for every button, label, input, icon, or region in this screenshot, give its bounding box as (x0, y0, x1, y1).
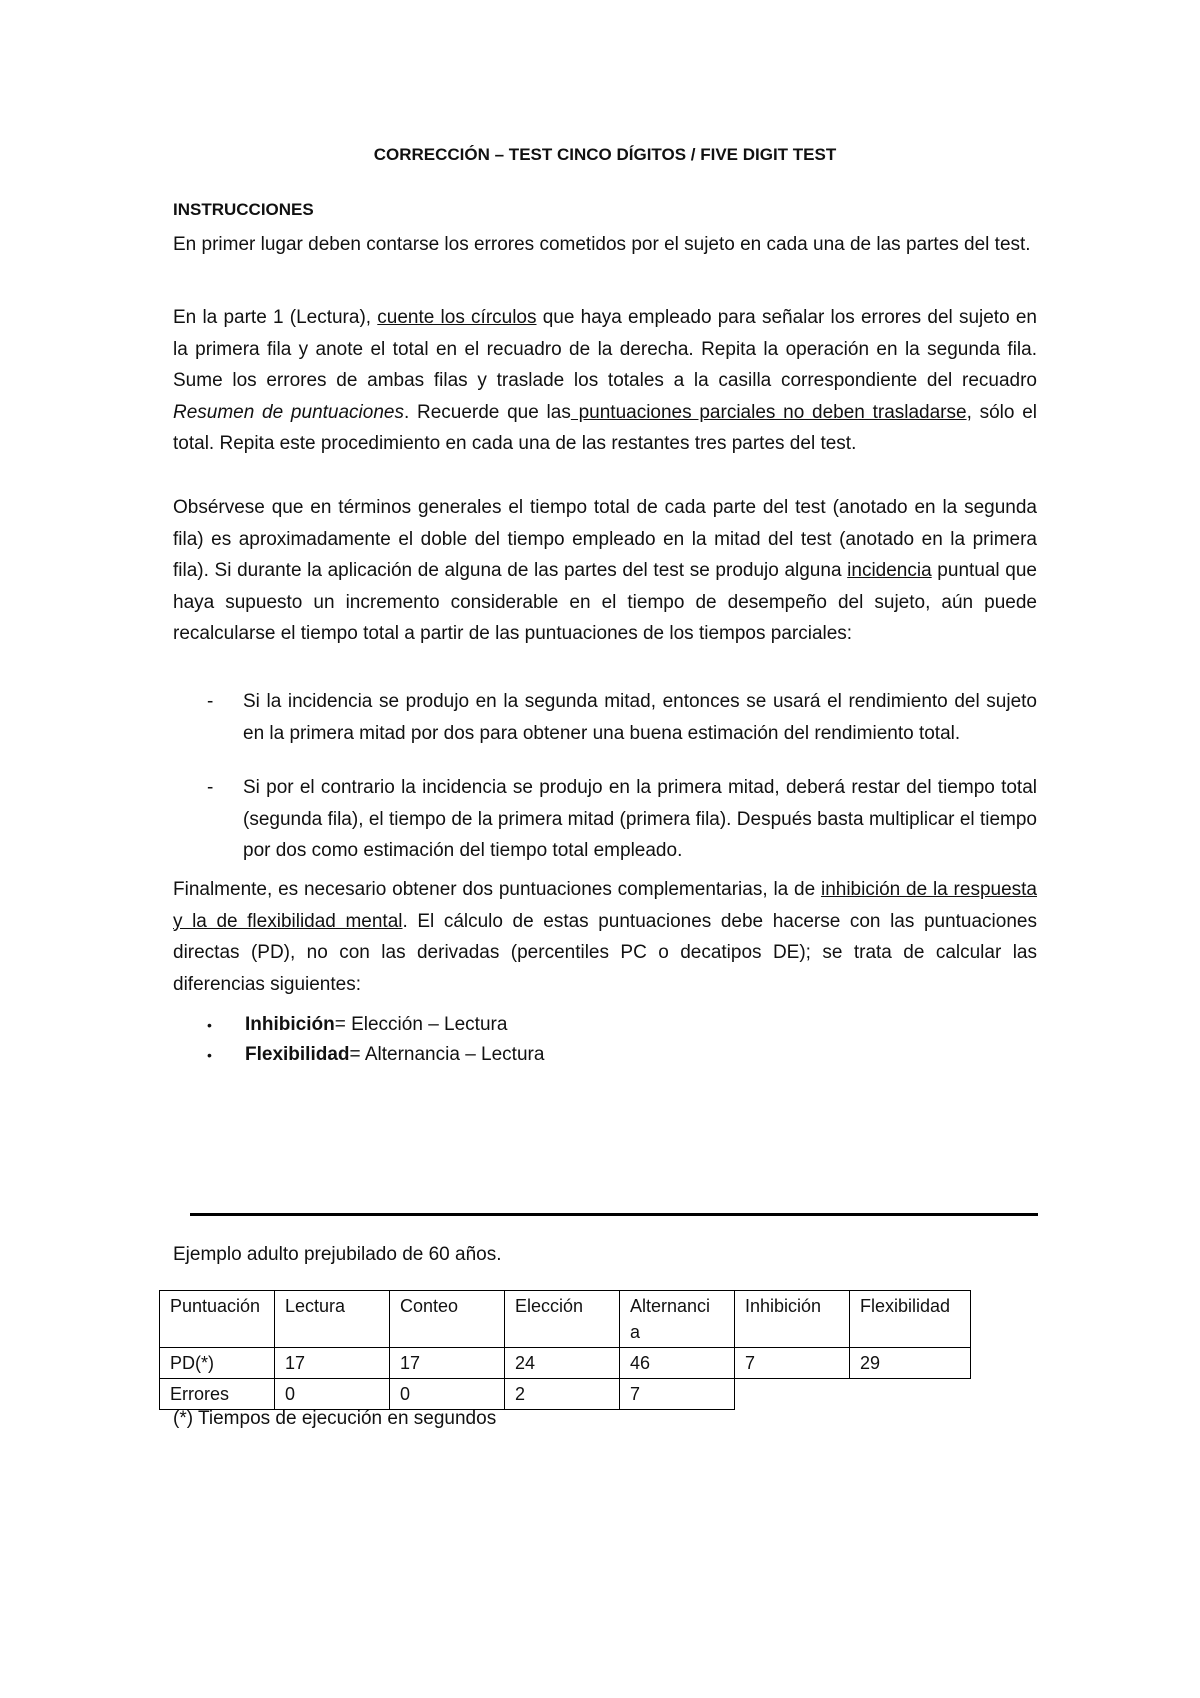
table-header-cell: Inhibición (735, 1291, 850, 1348)
horizontal-rule (190, 1213, 1038, 1216)
italic-text: Resumen de puntuaciones (173, 401, 404, 423)
table-cell: 7 (735, 1348, 850, 1379)
table-cell: 24 (505, 1348, 620, 1379)
bullet-formula: = Elección – Lectura (334, 1014, 508, 1035)
table-header-cell: Alternanci a (620, 1291, 735, 1348)
table-cell: 7 (620, 1379, 735, 1410)
underlined-text: inhibición de la respuesta y la de flexibilidad mental (173, 879, 1037, 932)
table-header-cell: Flexibilidad (850, 1291, 971, 1348)
example-label: Ejemplo adulto prejubilado de 60 años. (173, 1244, 502, 1265)
table-empty-cell (735, 1379, 850, 1410)
table-cell: 17 (390, 1348, 505, 1379)
bullet-formula: = Alternancia – Lectura (349, 1044, 545, 1065)
bullet-term: Inhibición (245, 1014, 335, 1035)
table-header-cell: Elección (505, 1291, 620, 1348)
table-header-cell: Puntuación (160, 1291, 275, 1348)
table-header-cell: Lectura (275, 1291, 390, 1348)
table-footnote: (*) Tiempos de ejecución en segundos (173, 1408, 497, 1429)
paragraph-part1: En la parte 1 (Lectura), cuente los círculos que haya empleado para señalar los errores del sujeto en la primera fila y anote el total en el recuadro de la derecha. Repita la operación en la segunda fila. Sume los errores de ambas filas y traslade los totales a la casilla correspondiente del recuadro Resumen de puntuaciones. Recuerde que las puntuaciones parciales no deben trasladarse, sólo el total. Repita este procedimiento en cada una de las restantes tres partes del test. (173, 307, 1037, 454)
bullet-list-item (207, 1010, 507, 1040)
dash-marker: - (207, 691, 214, 712)
table-cell: 0 (390, 1379, 505, 1410)
table-row (160, 1379, 971, 1410)
table-cell: 46 (620, 1348, 735, 1379)
table-header-cell: Conteo (390, 1291, 505, 1348)
underlined-text: puntuaciones parciales no deben trasladarse (570, 401, 967, 423)
table-cell: 17 (275, 1348, 390, 1379)
table-cell: 29 (850, 1348, 971, 1379)
document-title: CORRECCIÓN – TEST CINCO DÍGITOS / FIVE DIGIT TEST (373, 145, 837, 164)
dash-list-item (173, 686, 1037, 749)
dash-list-item (173, 772, 1037, 867)
bullet-list-item (207, 1040, 544, 1070)
dash-list-text: Si por el contrario la incidencia se produjo en la primera mitad, deberá restar del tiempo total (segunda fila), el tiempo de la primera mitad (primera fila). Después basta multiplicar el tiempo por dos como estimación del tiempo total empleado. (243, 777, 1037, 861)
bullet-term: Flexibilidad (245, 1044, 350, 1065)
paragraph-intro: En primer lugar deben contarse los errores cometidos por el sujeto en cada una de las partes del test. (173, 234, 1031, 255)
bullet-icon: • (207, 1017, 212, 1033)
table-cell: 0 (275, 1379, 390, 1410)
bullet-icon: • (207, 1047, 212, 1063)
table-cell: 2 (505, 1379, 620, 1410)
paragraph-observation: Obsérvese que en términos generales el tiempo total de cada parte del test (anotado en la segunda fila) es aproximadamente el doble del tiempo empleado en la mitad del test (anotado en la primera fila). Si durante la aplicación de alguna de las partes del test se produjo alguna incidencia puntual que haya supuesto un incremento considerable en el tiempo de desempeño del sujeto, aún puede recalcularse el tiempo total a partir de las puntuaciones de los tiempos parciales: (173, 497, 1037, 644)
dash-list-text: Si la incidencia se produjo en la segunda mitad, entonces se usará el rendimiento del sujeto en la primera mitad por dos para obtener una buena estimación del rendimiento total. (243, 691, 1037, 744)
dash-marker: - (207, 777, 214, 798)
scores-table (159, 1290, 971, 1410)
underlined-text: incidencia (847, 560, 932, 581)
section-heading: INSTRUCCIONES (173, 200, 314, 219)
table-cell: Errores (160, 1379, 275, 1410)
paragraph-final: Finalmente, es necesario obtener dos puntuaciones complementarias, la de inhibición de la respuesta y la de flexibilidad mental. El cálculo de estas puntuaciones debe hacerse con las puntuaciones directas (PD), no con las derivadas (percentiles PC o decatipos DE); se trata de calcular las diferencias siguientes: (173, 879, 1037, 995)
table-cell: PD(*) (160, 1348, 275, 1379)
underlined-text: cuente los círculos (377, 307, 537, 328)
table-header-row (160, 1291, 971, 1348)
table-row (160, 1348, 971, 1379)
table-empty-cell (850, 1379, 971, 1410)
